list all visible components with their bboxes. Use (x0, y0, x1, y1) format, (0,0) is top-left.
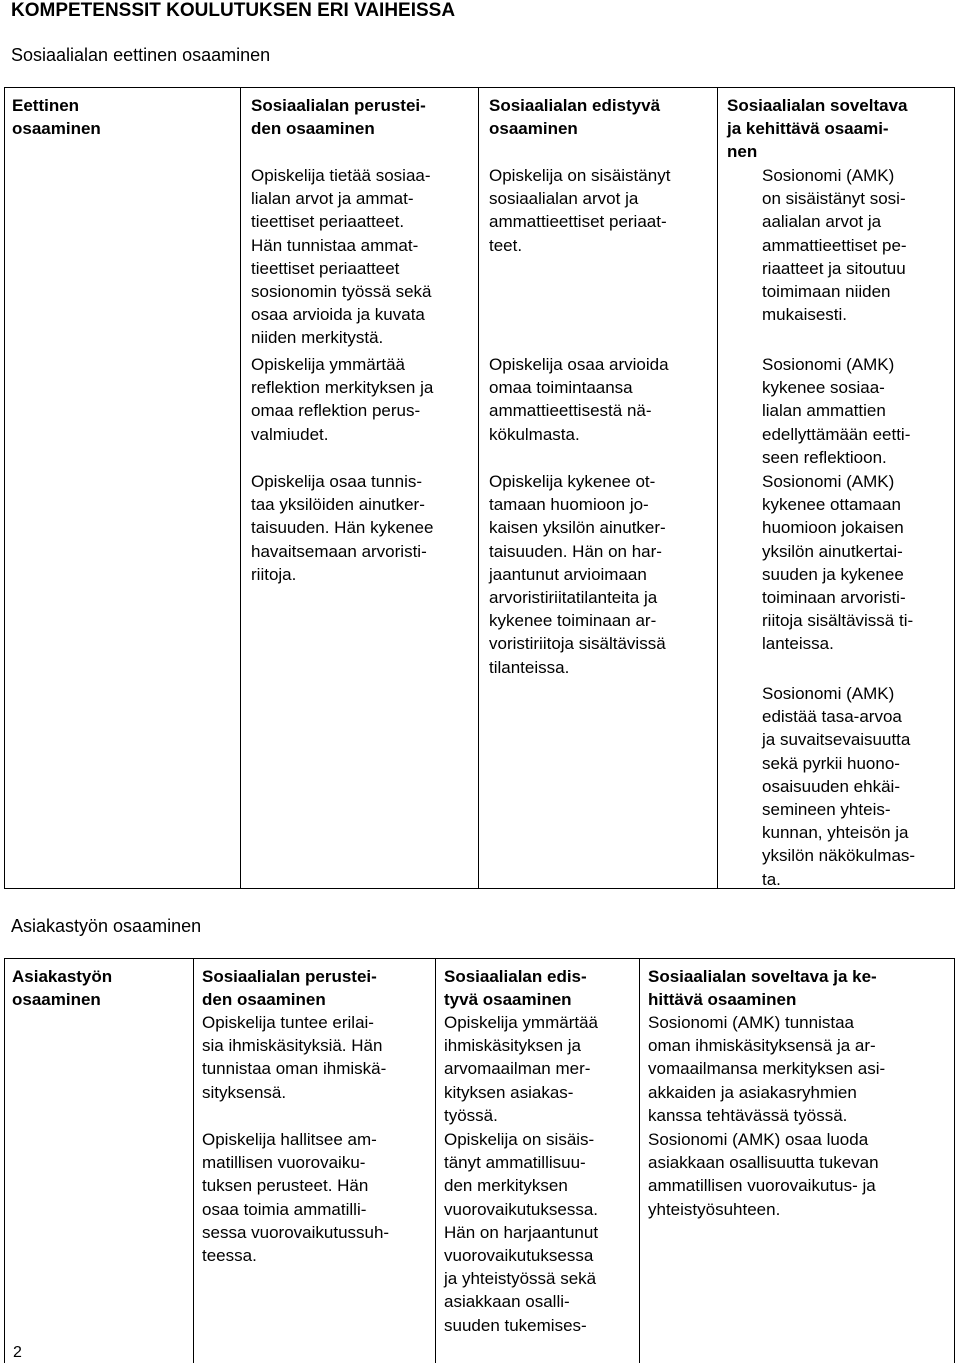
ethical-advanced-text-3: Opiskelija kykenee ot- tamaan huomioon jo- kaisen yksilön ainutker- taisuuden. Hän on har- jaantunut arvioimaan arvoristiriitatilanteita ja kykenee toiminaan ar- voristiriitoja sisältävissä tilanteissa. (489, 472, 666, 677)
ethical-basic-text-1: Opiskelija tietää sosiaa- lialan arvot ja ammat- tieettiset periaatteet. Hän tunnistaa ammat- tieettiset periaatteet sosionomin työssä sekä osaa arvioida ja kuvata niiden merkitystä. (251, 166, 432, 348)
ethical-applied-header: Sosiaalialan soveltava ja kehittävä osaami- nen (727, 96, 908, 162)
table1-divider-1 (240, 87, 241, 889)
ethical-advanced-text-2: Opiskelija osaa arvioida omaa toimintaansa ammattieettisestä nä- kökulmasta. (489, 355, 669, 444)
client-advanced-text-2: Opiskelija on sisäis- tänyt ammatillisuu- den merkityksen vuorovaikutuksessa. Hän on harjaantunut vuorovaikutuksessa ja yhteistyössä sekä asiakkaan osalli- suuden tukemises- (444, 1130, 599, 1335)
page-number: 2 (13, 1344, 22, 1361)
client-row-header: Asiakastyön osaaminen (12, 967, 113, 1010)
table2-top-border (4, 958, 955, 959)
client-applied-text-1: Sosionomi (AMK) tunnistaa oman ihmiskäsityksensä ja ar- vomaailmansa merkityksen asi- akkaiden ja asiakasryhmien kanssa tehtävässä työssä. (648, 1013, 886, 1125)
ethical-basic-text-2: Opiskelija ymmärtää reflektion merkityksen ja omaa reflektion perus- valmiudet. (251, 355, 434, 444)
table2-divider-3 (639, 958, 640, 1363)
ethical-row-header: Eettinen osaaminen (12, 96, 101, 139)
client-basic-text-1: Opiskelija tuntee erilai- sia ihmiskäsityksiä. Hän tunnistaa oman ihmiskä- sityksensä. (202, 1013, 387, 1102)
section-title-ethical: Sosiaalialan eettinen osaaminen (11, 45, 271, 65)
ethical-applied-text-2: Sosionomi (AMK) kykenee sosiaa- lialan ammattien edellyttämään eetti- seen reflektioon. (762, 355, 911, 467)
client-applied-header: Sosiaalialan soveltava ja ke- hittävä osaaminen (648, 967, 877, 1010)
table2-left-border (4, 958, 5, 1363)
ethical-basic-text-3: Opiskelija osaa tunnis- taa yksilöiden ainutker- taisuuden. Hän kykenee havaitsemaan arvoristi- riitoja. (251, 472, 434, 584)
ethical-applied-text-3: Sosionomi (AMK) kykenee ottamaan huomioon jokaisen yksilön ainutkertai- suuden ja kykenee toiminaan arvoristi- riitoja sisältävissä ti- lanteissa. (762, 472, 914, 654)
document-title: KOMPETENSSIT KOULUTUKSEN ERI VAIHEISSA (11, 0, 456, 21)
ethical-applied-text-4: Sosionomi (AMK) edistää tasa-arvoa ja suvaitsevaisuutta sekä pyrkii huono- osaisuuden ehkäi- semineen yhteis- kunnan, yhteisön ja yksilön näkökulmas- ta. (762, 684, 916, 889)
client-advanced-header: Sosiaalialan edis- tyvä osaaminen (444, 967, 587, 1010)
table2-divider-1 (193, 958, 194, 1363)
table2-divider-2 (435, 958, 436, 1363)
table1-right-border (954, 87, 955, 889)
table1-top-border (4, 87, 955, 88)
client-basic-header: Sosiaalialan perustei- den osaaminen (202, 967, 377, 1010)
client-advanced-text-1: Opiskelija ymmärtää ihmiskäsityksen ja arvomaailman mer- kityksen asiakas- työssä. (444, 1013, 598, 1125)
table1-divider-2 (478, 87, 479, 889)
ethical-advanced-header: Sosiaalialan edistyvä osaaminen (489, 96, 661, 139)
section-title-client-work: Asiakastyön osaaminen (11, 916, 202, 936)
client-applied-text-2: Sosionomi (AMK) osaa luoda asiakkaan osallisuutta tukevan ammatillisen vuorovaikutus- ja yhteistyösuhteen. (648, 1130, 879, 1219)
ethical-applied-text-1: Sosionomi (AMK) on sisäistänyt sosi- aalialan arvot ja ammattieettiset pe- riaatteet ja sitoutuu toimimaan niiden mukaisesti. (762, 166, 907, 325)
client-basic-text-2: Opiskelija hallitsee am- matillisen vuorovaiku- tuksen perusteet. Hän osaa toimia ammatilli- sessa vuorovaikutussuh- teessa. (202, 1130, 390, 1266)
table1-divider-3 (717, 87, 718, 889)
table1-left-border (4, 87, 5, 889)
table2-right-border (954, 958, 955, 1363)
ethical-advanced-text-1: Opiskelija on sisäistänyt sosiaalialan arvot ja ammattieettiset periaat- teet. (489, 166, 671, 255)
ethical-basic-header: Sosiaalialan perustei- den osaaminen (251, 96, 426, 139)
